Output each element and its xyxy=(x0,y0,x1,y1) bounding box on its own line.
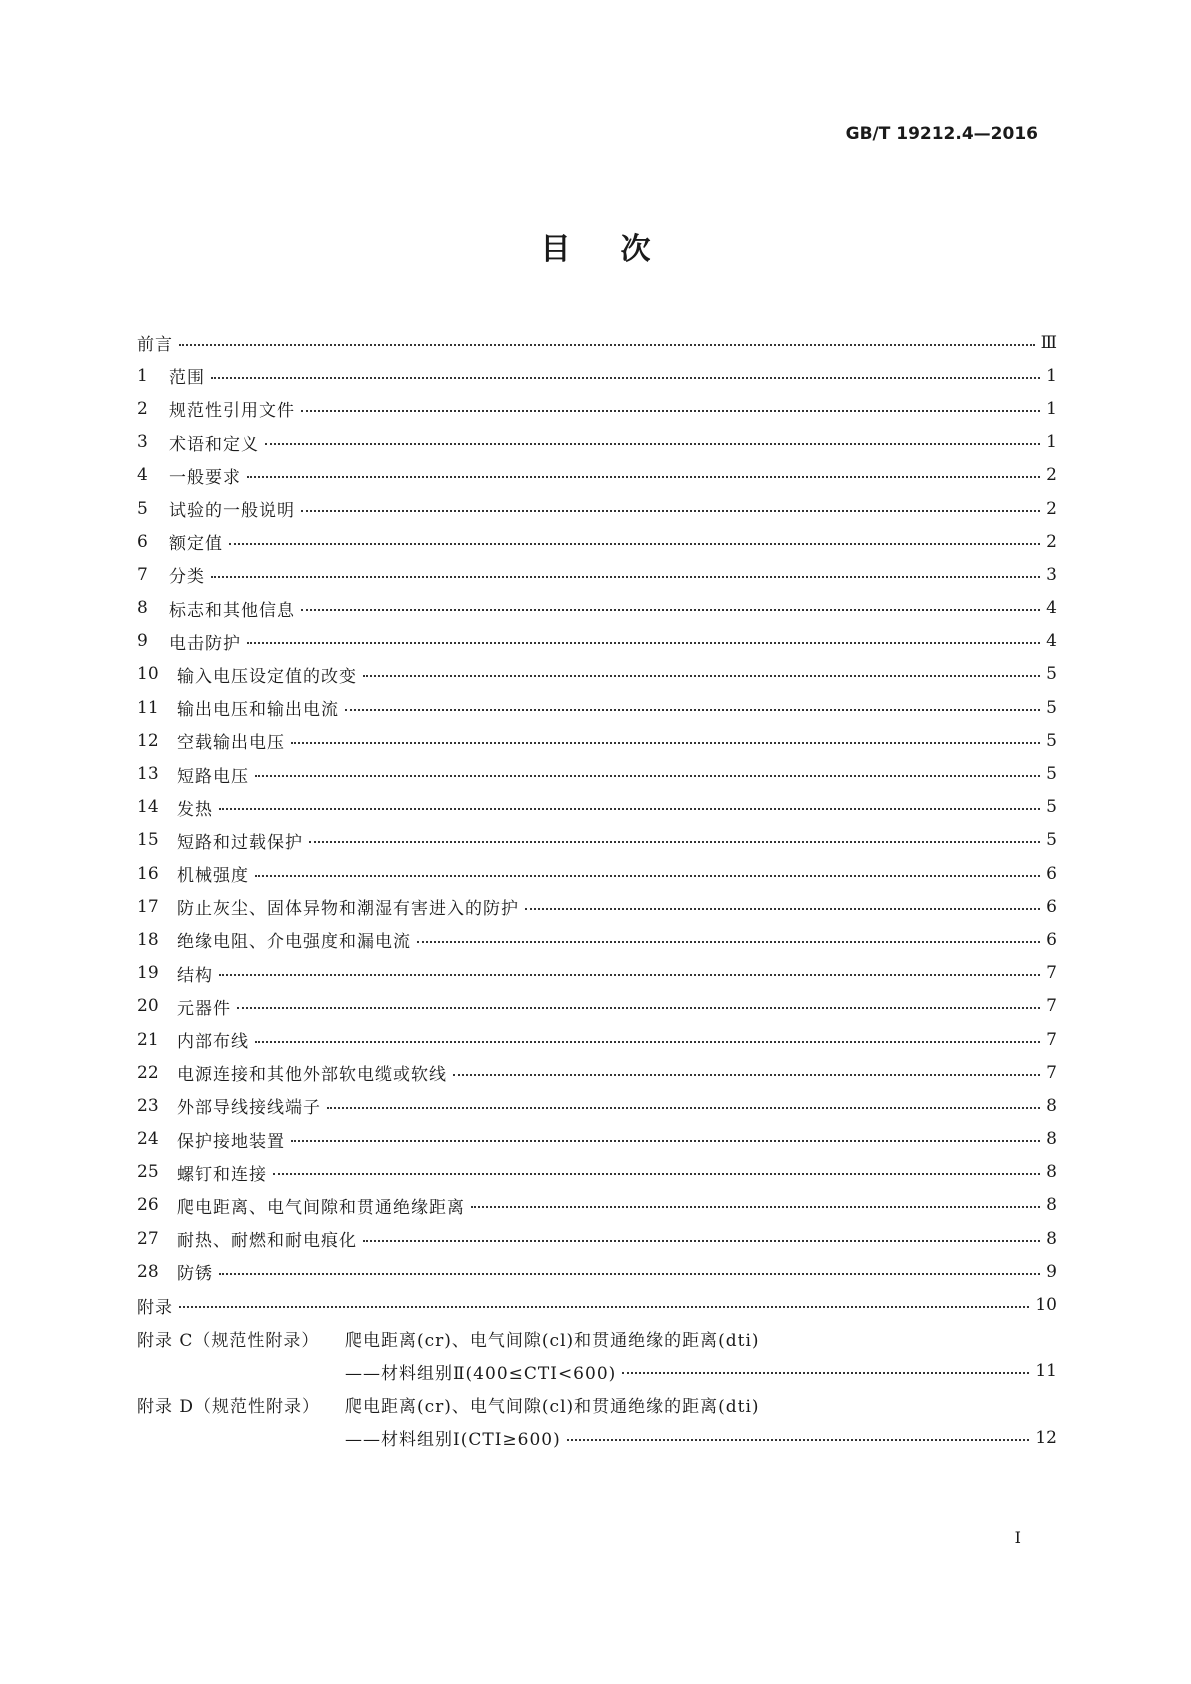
toc-entry-title: 输入电压设定值的改变 xyxy=(177,666,357,687)
toc-entry-title: 规范性引用文件 xyxy=(169,401,295,422)
toc-entry-title: 短路电压 xyxy=(177,766,249,787)
toc-entry-title: 电击防护 xyxy=(169,633,241,654)
toc-entry-title: 外部导线接线端子 xyxy=(177,1098,321,1119)
toc-entry-title: 一般要求 xyxy=(169,467,241,488)
toc-entry-page: 6 xyxy=(1046,863,1057,884)
toc-entry[interactable] xyxy=(137,558,1057,591)
toc-entry-title: 试验的一般说明 xyxy=(169,501,295,522)
appendix-subtitle: ——材料组别Ⅰ(CTI≥600) xyxy=(345,1430,561,1451)
toc-entry[interactable] xyxy=(137,1189,1057,1222)
toc-entry-title: 元器件 xyxy=(177,998,231,1019)
toc-entry-number: 23 xyxy=(137,1095,159,1116)
toc-entry-number: 15 xyxy=(137,830,159,851)
toc-entry[interactable] xyxy=(137,525,1057,558)
appendix-page: 12 xyxy=(1035,1427,1057,1448)
toc-entry-number: 25 xyxy=(137,1162,159,1183)
toc-entry-title: 标志和其他信息 xyxy=(169,600,295,621)
dot-leader xyxy=(309,841,1040,843)
toc-entry-page: 1 xyxy=(1046,365,1057,386)
toc-entry-title: 附录 xyxy=(137,1297,173,1318)
toc-entry-page: 2 xyxy=(1046,465,1057,486)
dot-leader xyxy=(301,410,1040,412)
toc-entry-number: 18 xyxy=(137,929,159,950)
toc-entry-title: 耐热、耐燃和耐电痕化 xyxy=(177,1231,357,1252)
toc-entry-page: 8 xyxy=(1046,1095,1057,1116)
toc-entry[interactable] xyxy=(137,757,1057,790)
dot-leader xyxy=(219,808,1040,810)
appendix-entry-continued[interactable] xyxy=(137,1421,1057,1454)
dot-leader xyxy=(247,476,1040,478)
toc-entry-title: 额定值 xyxy=(169,534,223,555)
toc-entry-title: 机械强度 xyxy=(177,866,249,887)
toc-entry-page: 2 xyxy=(1046,531,1057,552)
toc-entry-page: 6 xyxy=(1046,896,1057,917)
toc-entry[interactable] xyxy=(137,857,1057,890)
toc-entry-page: 7 xyxy=(1046,1062,1057,1083)
toc-entry[interactable] xyxy=(137,957,1057,990)
dot-leader xyxy=(327,1107,1040,1109)
toc-entry[interactable] xyxy=(137,1023,1057,1056)
dot-leader xyxy=(265,443,1040,445)
dot-leader xyxy=(363,675,1040,677)
toc-entry[interactable] xyxy=(137,791,1057,824)
toc-entry-page: 5 xyxy=(1046,730,1057,751)
toc-entry[interactable] xyxy=(137,1222,1057,1255)
dot-leader xyxy=(237,1007,1040,1009)
toc-entry-page: 8 xyxy=(1046,1162,1057,1183)
toc-entry[interactable] xyxy=(137,592,1057,625)
toc-entry-page: 5 xyxy=(1046,830,1057,851)
appendix-label: 附录 C（规范性附录） xyxy=(137,1330,320,1351)
dot-leader xyxy=(229,543,1040,545)
toc-entry-number: 9 xyxy=(137,631,148,652)
dot-leader xyxy=(273,1173,1040,1175)
toc-entry-page: 5 xyxy=(1046,697,1057,718)
appendix-label: 附录 D（规范性附录） xyxy=(137,1397,321,1418)
toc-entry-number: 22 xyxy=(137,1062,159,1083)
toc-entry[interactable] xyxy=(137,492,1057,525)
toc-entry-title: 发热 xyxy=(177,799,213,820)
toc-entry[interactable] xyxy=(137,625,1057,658)
toc-entry-page: 4 xyxy=(1046,598,1057,619)
page-title: 目次 xyxy=(540,232,701,267)
toc-entry-number: 20 xyxy=(137,996,159,1017)
toc-entry[interactable] xyxy=(137,326,1057,359)
toc-entry-title: 爬电距离、电气间隙和贯通绝缘距离 xyxy=(177,1197,465,1218)
toc-entry-page: 9 xyxy=(1046,1261,1057,1282)
toc-entry[interactable] xyxy=(137,359,1057,392)
toc-entry-title: 电源连接和其他外部软电缆或软线 xyxy=(177,1065,447,1086)
toc-entry[interactable] xyxy=(137,459,1057,492)
toc-entry[interactable] xyxy=(137,1123,1057,1156)
appendix-entry-continued[interactable] xyxy=(137,1355,1057,1388)
toc-entry-title: 术语和定义 xyxy=(169,434,259,455)
toc-entry-title: 结构 xyxy=(177,965,213,986)
toc-entry-page: 5 xyxy=(1046,764,1057,785)
appendix-title: 爬电距离(cr)、电气间隙(cl)和贯通绝缘的距离(dti) xyxy=(345,1330,760,1351)
dot-leader xyxy=(345,709,1040,711)
toc-entry-number: 26 xyxy=(137,1195,159,1216)
toc-entry[interactable] xyxy=(137,658,1057,691)
toc-entry[interactable] xyxy=(137,1255,1057,1288)
toc-entry[interactable] xyxy=(137,824,1057,857)
toc-entry-title: 螺钉和连接 xyxy=(177,1164,267,1185)
dot-leader xyxy=(219,974,1040,976)
toc-entry-title: 前言 xyxy=(137,335,173,356)
toc-entry[interactable] xyxy=(137,1156,1057,1189)
toc-entry-number: 16 xyxy=(137,863,159,884)
toc-entry[interactable] xyxy=(137,426,1057,459)
toc-entry[interactable] xyxy=(137,890,1057,923)
toc-entry-number: 3 xyxy=(137,432,148,453)
dot-leader xyxy=(453,1074,1040,1076)
toc-entry-page: 5 xyxy=(1046,797,1057,818)
toc-entry-number: 17 xyxy=(137,896,159,917)
toc-entry-page: 10 xyxy=(1035,1295,1057,1316)
toc-entry[interactable] xyxy=(137,724,1057,757)
toc-entry-title: 输出电压和输出电流 xyxy=(177,700,339,721)
dot-leader xyxy=(567,1439,1030,1441)
toc-entry-number: 2 xyxy=(137,398,148,419)
dot-leader xyxy=(291,742,1040,744)
toc-entry-number: 7 xyxy=(137,564,148,585)
toc-entry-number: 10 xyxy=(137,664,159,685)
dot-leader xyxy=(291,1140,1040,1142)
dot-leader xyxy=(417,941,1040,943)
dot-leader xyxy=(363,1240,1040,1242)
toc-entry-title: 保护接地装置 xyxy=(177,1131,285,1152)
toc-entry-number: 14 xyxy=(137,797,159,818)
toc-entry-page: 7 xyxy=(1046,996,1057,1017)
toc-entry-page: 2 xyxy=(1046,498,1057,519)
toc-entry[interactable] xyxy=(137,1056,1057,1089)
dot-leader xyxy=(525,908,1040,910)
appendix-page: 11 xyxy=(1035,1361,1057,1382)
toc-entry-number: 1 xyxy=(137,365,148,386)
toc-entry[interactable] xyxy=(137,1089,1057,1122)
toc-entry-page: 8 xyxy=(1046,1228,1057,1249)
toc-entry[interactable] xyxy=(137,691,1057,724)
dot-leader xyxy=(471,1206,1040,1208)
toc-entry-title: 分类 xyxy=(169,567,205,588)
appendix-entry[interactable] xyxy=(137,1388,1057,1421)
toc-entry-number: 12 xyxy=(137,730,159,751)
appendix-title: 爬电距离(cr)、电气间隙(cl)和贯通绝缘的距离(dti) xyxy=(345,1397,760,1418)
toc-entry[interactable] xyxy=(137,392,1057,425)
dot-leader xyxy=(301,609,1040,611)
toc-entry-page: 3 xyxy=(1046,564,1057,585)
table-of-contents xyxy=(137,326,1057,1454)
dot-leader xyxy=(211,377,1040,379)
toc-entry-number: 8 xyxy=(137,598,148,619)
toc-entry-number: 21 xyxy=(137,1029,159,1050)
dot-leader xyxy=(255,775,1040,777)
toc-entry-page: 8 xyxy=(1046,1129,1057,1150)
toc-entry-title: 范围 xyxy=(169,368,205,389)
dot-leader xyxy=(179,344,1035,346)
toc-entry-title: 内部布线 xyxy=(177,1032,249,1053)
toc-entry-title: 空载输出电压 xyxy=(177,733,285,754)
toc-entry-number: 19 xyxy=(137,963,159,984)
standard-code: GB/T 19212.4—2016 xyxy=(845,124,1038,144)
dot-leader xyxy=(219,1273,1040,1275)
appendix-entry[interactable] xyxy=(137,1322,1057,1355)
dot-leader xyxy=(301,510,1040,512)
toc-entry[interactable] xyxy=(137,1288,1057,1321)
toc-entry-number: 5 xyxy=(137,498,148,519)
toc-entry-number: 24 xyxy=(137,1129,159,1150)
toc-entry-number: 13 xyxy=(137,764,159,785)
toc-entry-page: 1 xyxy=(1046,432,1057,453)
dot-leader xyxy=(247,642,1040,644)
dot-leader xyxy=(622,1372,1029,1374)
toc-entry[interactable] xyxy=(137,923,1057,956)
toc-entry-page: 8 xyxy=(1046,1195,1057,1216)
dot-leader xyxy=(255,875,1040,877)
appendix-subtitle: ——材料组别Ⅱ(400≤CTI<600) xyxy=(345,1363,617,1384)
toc-entry-number: 27 xyxy=(137,1228,159,1249)
dot-leader xyxy=(255,1041,1040,1043)
toc-entry-title: 绝缘电阻、介电强度和漏电流 xyxy=(177,932,411,953)
dot-leader xyxy=(179,1306,1029,1308)
toc-entry-number: 6 xyxy=(137,531,148,552)
toc-entry-title: 防锈 xyxy=(177,1264,213,1285)
toc-entry-title: 短路和过载保护 xyxy=(177,832,303,853)
toc-entry-number: 11 xyxy=(137,697,159,718)
page-number: I xyxy=(1014,1528,1021,1547)
toc-entry-page: 7 xyxy=(1046,963,1057,984)
toc-entry-page: 1 xyxy=(1046,398,1057,419)
toc-entry-page: 7 xyxy=(1046,1029,1057,1050)
toc-entry-page: Ⅲ xyxy=(1040,332,1057,353)
toc-entry-page: 5 xyxy=(1046,664,1057,685)
toc-entry[interactable] xyxy=(137,990,1057,1023)
dot-leader xyxy=(211,576,1040,578)
toc-entry-page: 4 xyxy=(1046,631,1057,652)
toc-entry-page: 6 xyxy=(1046,929,1057,950)
toc-entry-number: 28 xyxy=(137,1261,159,1282)
toc-entry-title: 防止灰尘、固体异物和潮湿有害进入的防护 xyxy=(177,899,519,920)
toc-entry-number: 4 xyxy=(137,465,148,486)
